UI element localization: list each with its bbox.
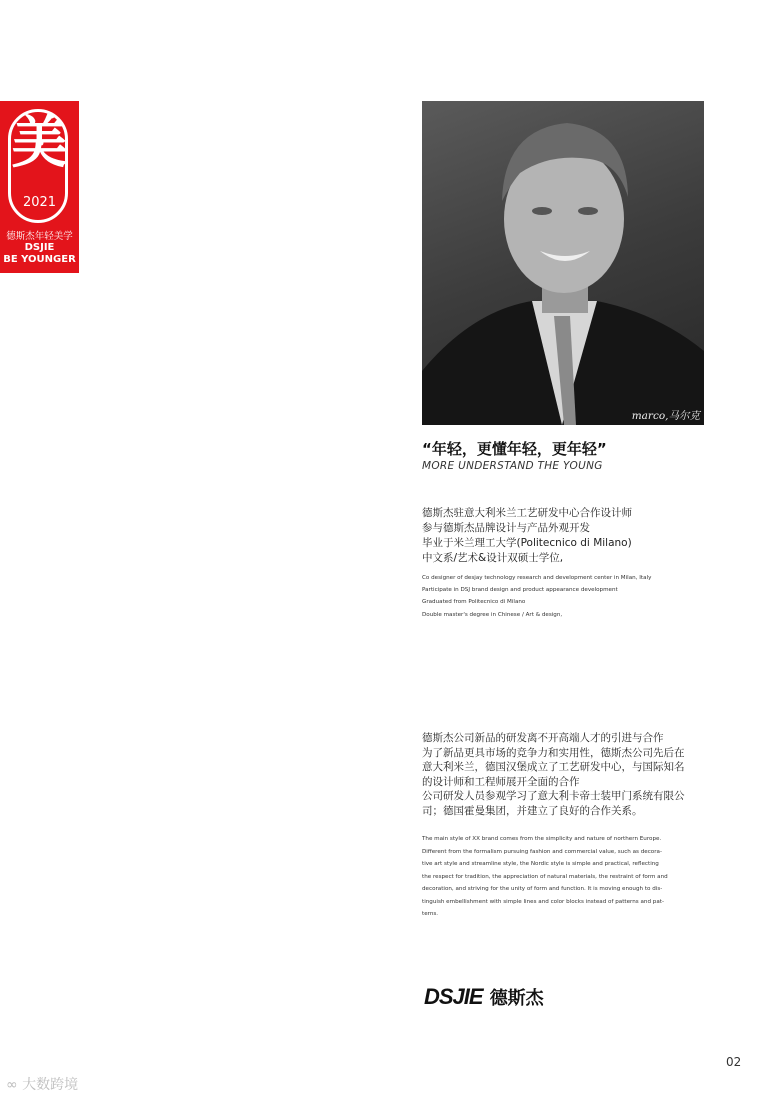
text-line: 参与德斯杰品牌设计与产品外观开发 xyxy=(422,522,590,534)
bio-english xyxy=(422,572,651,621)
badge-year: 2021 xyxy=(22,195,57,210)
text-line: Participate in DSJ brand design and product appearance development xyxy=(422,587,618,594)
text-line: 毕业于米兰理工大学(Politecnico di Milano) xyxy=(422,537,632,549)
badge-glyph-icon: 美 xyxy=(11,110,68,176)
text-line: the respect for tradition, the appreciation of natural materials, the restraint of form and xyxy=(422,873,668,880)
badge-en-brand: DSJIE xyxy=(24,242,55,253)
text-line: 司；德国霍曼集团，并建立了良好的合作关系。 xyxy=(422,804,643,817)
photo-caption: marco,马尔克 xyxy=(631,410,700,422)
text-line: 的设计师和工程师展开全面的合作 xyxy=(422,775,580,788)
text-line: 中文系/艺术&设计双硕士学位, xyxy=(422,552,564,564)
logo-wordmark: DSJIE xyxy=(424,984,483,1009)
text-line: Double master's degree in Chinese / Art & design, xyxy=(422,611,563,618)
corner-watermark xyxy=(6,1074,78,1094)
rd-description-english xyxy=(422,833,668,921)
watermark-text: 大数跨境 xyxy=(22,1077,79,1093)
text-line: tive art style and streamline style, the Nordic style is simple and practical, reflecting xyxy=(422,861,659,867)
designer-photo xyxy=(422,101,704,425)
text-line: Different from the formalism pursuing fashion and commercial value, such as decora- xyxy=(422,848,662,855)
text-line: 德斯杰驻意大利米兰工艺研发中心合作设计师 xyxy=(422,507,632,519)
page-number: 02 xyxy=(726,1055,742,1069)
text-line: 公司研发人员参观学习了意大利卡帝士装甲门系统有限公 xyxy=(422,790,685,802)
text-line: 德斯杰公司新品的研发离不开高端人才的引进与合作 xyxy=(422,732,664,744)
bio-chinese xyxy=(422,506,632,566)
portrait-illustration xyxy=(422,101,704,425)
rd-description-chinese xyxy=(422,731,685,818)
watermark-logo-icon: ∞ xyxy=(6,1077,18,1093)
badge-cn-tagline: 德斯杰年轻美学 xyxy=(6,231,73,242)
subheadline: MORE UNDERSTAND THE YOUNG xyxy=(422,460,603,472)
headline: “年轻，更懂年轻，更年轻” xyxy=(422,440,607,458)
text-line: Co designer of desjay technology research and development center in Milan, Italy xyxy=(422,575,652,581)
text-line: terns. xyxy=(422,911,439,917)
text-line: 为了新品更具市场的竞争力和实用性，德斯杰公司先后在 xyxy=(422,746,685,759)
badge-en-tagline: BE YOUNGER xyxy=(3,254,76,265)
text-line: The main style of XX brand comes from the simplicity and nature of northern Europe. xyxy=(422,836,662,842)
text-line: decoration, and striving for the unity of form and function. It is moving enough to dis- xyxy=(422,886,663,892)
text-line: tinguish embellishment with simple lines and color blocks instead of patterns and pat- xyxy=(422,898,664,905)
text-line: 意大利米兰，德国汉堡成立了工艺研发中心，与国际知名 xyxy=(422,761,685,773)
logo-chinese-name: 德斯杰 xyxy=(489,988,544,1009)
brand-badge xyxy=(0,101,79,273)
brand-logo xyxy=(424,984,544,1010)
text-line: Graduated from Politecnico di Milano xyxy=(422,599,526,606)
